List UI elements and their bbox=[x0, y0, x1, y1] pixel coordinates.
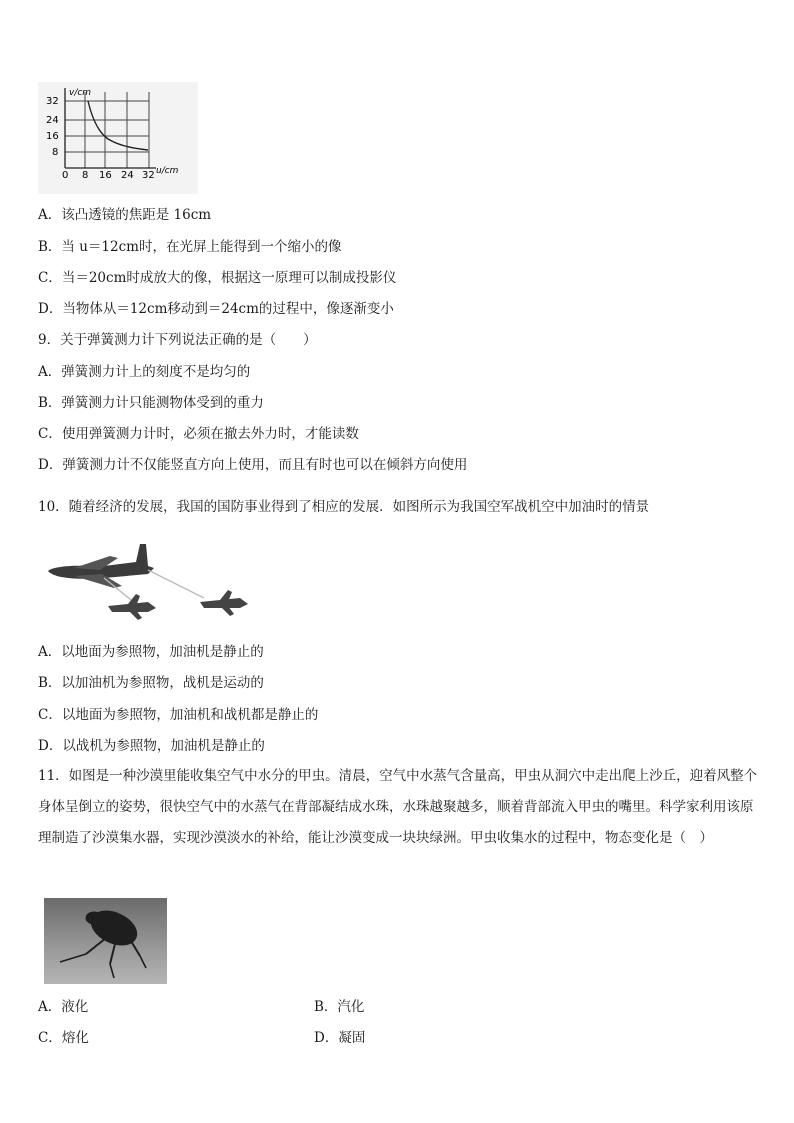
q8-option-c[interactable]: C．当＝20cm时成放大的像，根据这一原理可以制成投影仪 bbox=[38, 270, 397, 286]
lens-graph-figure bbox=[38, 82, 198, 194]
q10-option-c[interactable]: C．以地面为参照物，加油机和战机都是静止的 bbox=[38, 707, 319, 723]
q11-option-c[interactable]: C．熔化 bbox=[38, 1030, 89, 1046]
q9-option-b[interactable]: B．弹簧测力计只能测物体受到的重力 bbox=[38, 395, 264, 411]
q11-option-b[interactable]: B．汽化 bbox=[314, 999, 365, 1015]
q9-option-d[interactable]: D．弹簧测力计不仅能竖直方向上使用，而且有时也可以在倾斜方向使用 bbox=[38, 457, 468, 473]
q8-option-b[interactable]: B．当 u＝12cm时，在光屏上能得到一个缩小的像 bbox=[38, 239, 342, 255]
q8-option-d[interactable]: D．当物体从＝12cm移动到＝24cm的过程中，像逐渐变小 bbox=[38, 301, 394, 317]
q8-option-a[interactable]: A．该凸透镜的焦距是 16cm bbox=[38, 207, 212, 223]
graph-ytick-8: 8 bbox=[52, 147, 59, 158]
q11-stem: 11．如图是一种沙漠里能收集空气中水分的甲虫。清晨，空气中水蒸气含量高，甲虫从洞穴中走出爬上沙丘，迎着风整个身体呈倒立的姿势，很快空气中的水蒸气在背部凝结成水珠，水珠越聚越多，顺着背部流入甲虫的嘴里。科学家利用该原理制造了沙漠集水器，实现沙漠淡水的补给，能让沙漠变成一块块绿洲。甲虫收集水的过程中，物态变化是（ ） bbox=[38, 768, 758, 846]
q9-option-a[interactable]: A．弹簧测力计上的刻度不是均匀的 bbox=[38, 364, 251, 380]
graph-xtick-32: 32 bbox=[142, 170, 155, 181]
graph-ytick-24: 24 bbox=[46, 115, 59, 126]
q10-stem: 10．随着经济的发展，我国的国防事业得到了相应的发展．如图所示为我国空军战机空中加油时的情景 bbox=[38, 499, 650, 515]
graph-ytick-32: 32 bbox=[46, 96, 59, 107]
graph-ytick-16: 16 bbox=[46, 131, 59, 142]
q10-option-b[interactable]: B．以加油机为参照物，战机是运动的 bbox=[38, 675, 264, 691]
graph-xtick-16: 16 bbox=[99, 170, 112, 181]
q10-option-d[interactable]: D．以战机为参照物，加油机是静止的 bbox=[38, 738, 265, 754]
q9-option-c[interactable]: C．使用弹簧测力计时，必须在撤去外力时，才能读数 bbox=[38, 426, 359, 442]
graph-xtick-0: 0 bbox=[62, 170, 69, 181]
graph-xtick-24: 24 bbox=[121, 170, 134, 181]
q9-stem: 9．关于弹簧测力计下列说法正确的是（ ） bbox=[38, 332, 317, 348]
q11-option-d[interactable]: D．凝固 bbox=[314, 1030, 366, 1046]
graph-xtick-8: 8 bbox=[82, 170, 89, 181]
q11-option-a[interactable]: A．液化 bbox=[38, 999, 89, 1015]
aerial-refueling-image bbox=[44, 538, 256, 628]
desert-beetle-photo bbox=[44, 898, 167, 984]
graph-ylabel: v/cm bbox=[69, 88, 92, 98]
q10-option-a[interactable]: A．以地面为参照物，加油机是静止的 bbox=[38, 644, 264, 660]
graph-xlabel: u/cm bbox=[156, 166, 179, 176]
